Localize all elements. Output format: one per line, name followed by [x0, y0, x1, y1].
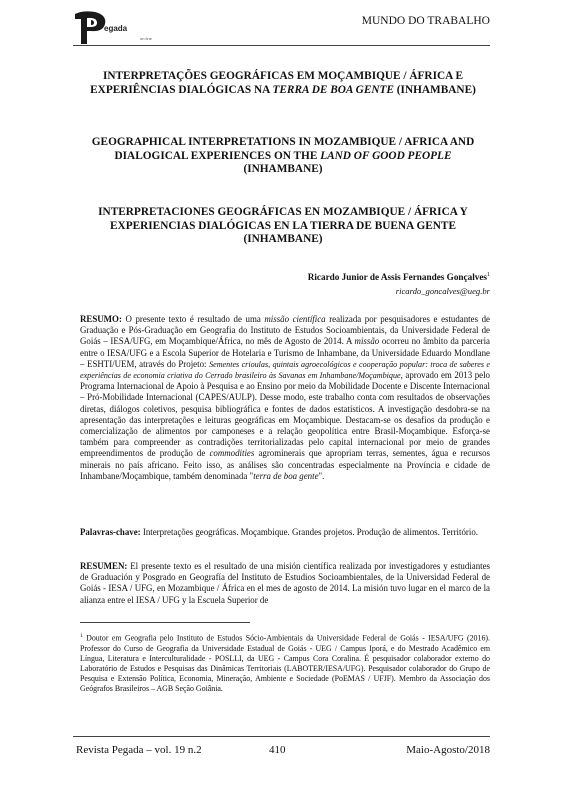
journal-citation: Revista Pegada – vol. 19 n.2: [76, 744, 202, 756]
title-pt-suffix: (INHAMBANE): [393, 83, 476, 96]
keywords-label: Palavras-chave:: [80, 527, 141, 537]
abstract-portuguese: RESUMO: O presente texto é resultado de uma missão científica realizada por pesquisadores e estudantes de Graduação e Pós-Graduação em Geografia do Instituto de Estudos Socioambientais, da Universidade Federal de Goiás – IESA/UFG, em Moçambique/África, no mês de Agosto de 2014. A missão ocorreu no âmbito da parceria entre o IESA/UFG e a Escola Superior de Hotelaria e Turismo de Inhambane, da Universidade Eduardo Mondlane – ESHTI/UEM, através do Projeto: Sementes crioulas, quintais agroecológicos e cooperação popular: troca de saberes e experiências de economia criativa do Cerrado brasileiro às Savanas em Inhambane/Moçambique, aprovado em 2013 pelo Programa Internacional de Apoio à Pesquisa e ao Ensino por meio da Mobilidade Docente e Discente Internacional – Pró-Mobilidade Internacional (CAPES/AULP). Desse modo, este trabalho conta com resultados de observações diretas, diálogos coletivos, pesquisa bibliográfica e fontes de dados estatísticos. A investigação desdobra-se na apresentação das interpretações e leituras geográficas em Moçambique. Destacam-se os desafios da produção e comercialização de alimentos por camponeses e a relação geopolítica entre Brasil-Moçambique. Esforça-se também para compreender as contradições territorializadas pelo capital internacional por meio de grandes empreendimentos de produção de commodities agrominerais que apropriam terras, sementes, água e recursos minerais no país africano. Feito isso, as análises são concentradas especialmente na Província e cidade de Inhambane/Moçambique, também denominada "terra de boa gente".: [80, 314, 490, 481]
page-number: 410: [269, 744, 286, 756]
abstract-label: RESUMO:: [80, 314, 122, 324]
title-pt-emphasis: TERRA DE BOA GENTE: [272, 83, 394, 96]
author-email[interactable]: ricardo_goncalves@ueg.br: [395, 286, 490, 296]
logo-subtext: on line: [140, 36, 152, 41]
title-portuguese: [76, 70, 490, 97]
footnote-divider: [80, 622, 250, 623]
logo-text: egada: [104, 24, 128, 33]
resumen-label: RESUMEN:: [80, 561, 128, 571]
abstract-spanish: RESUMEN: El presente texto es el resultado de una misión científica realizada por investigadores y estudiantes de Graduación y Posgrado en Geografía del Instituto de Estudios Socioambientales, de la Universidad Federal de Goiás - IESA / UFG, en Mozambique / África en el mes de agosto de 2014. La misión tuvo lugar en el marco de la alianza entre el IESA / UFG y la Escuela Superior de: [80, 561, 490, 605]
title-english: [76, 136, 490, 177]
footer-divider: [73, 736, 490, 737]
footnote: $^1$ Doutor em Geografia pelo Instituto de Estudos Sócio-Ambientais da Universidade Federal de Goiás - IESA/UFG (2016). Professor do Curso de Geografia da Universidade Estadual de Goiás - UEG / Campus Iporá, e do Mestrado Acadêmico em Língua, Literatura e Interculturalidade - POSLLI, da UEG - Campus Cora Coralina. É pesquisador colaborador externo do Laboratório de Estudos e Pesquisas das Dinâmicas Territoriais (LABOTER/IESA/UFG). Pesquisador colaborador do Grupo de Pesquisa e Extensão Política, Economia, Mineração, Ambiente e Sociedade (PoEMAS / UFJF). Membro da Associação dos Geógrafos Brasileiros – AGB Seção Goiânia.: [80, 633, 490, 693]
section-title: MUNDO DO TRABALHO: [361, 15, 490, 27]
title-pt-main: INTERPRETAÇÕES GEOGRÁFICAS EM MOÇAMBIQUE / ÁFRICA E EXPERIÊNCIAS DIALÓGICAS NA: [90, 70, 464, 96]
author-footnote-mark: 1: [487, 272, 490, 278]
title-spanish: [76, 206, 490, 247]
title-en-emphasis: LAND OF GOOD PEOPLE: [320, 149, 452, 162]
author-name: Ricardo Junior de Assis Fernandes Gonçalves$^1$: [307, 272, 490, 283]
title-en-suffix: (INHAMBANE): [243, 163, 323, 175]
header-divider: [73, 45, 490, 46]
footnote-mark: 1: [80, 633, 83, 639]
title-es-main: INTERPRETACIONES GEOGRÁFICAS EN MOZAMBIQUE / ÁFRICA Y EXPERIENCIAS DIALÓGICAS EN LA TIERRA DE BUENA GENTE (INHAMBANE): [98, 206, 468, 245]
issue-date: Maio-Agosto/2018: [406, 744, 490, 756]
keywords-portuguese: Palavras-chave: Interpretações geográficas. Moçambique. Grandes projetos. Produção de alimentos. Território.: [80, 527, 478, 537]
title-en-main: GEOGRAPHICAL INTERPRETATIONS IN MOZAMBIQUE / AFRICA AND DIALOGICAL EXPERIENCES ON THE: [91, 136, 475, 162]
